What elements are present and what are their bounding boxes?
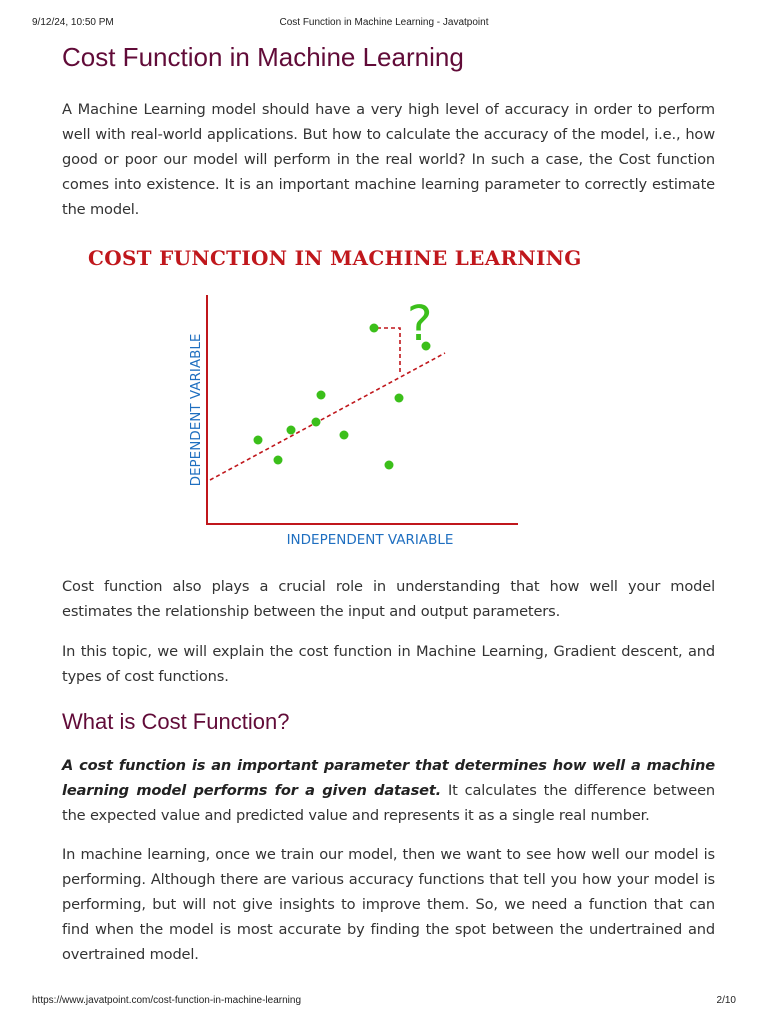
article (62, 36, 715, 967)
print-datetime: 9/12/24, 10:50 PM (32, 17, 114, 28)
question-mark: ? (407, 296, 433, 352)
cost-function-figure (62, 240, 715, 560)
y-axis-label: DEPENDENT VARIABLE (188, 333, 204, 487)
data-point (370, 324, 379, 333)
data-point (340, 431, 349, 440)
data-point (312, 418, 321, 427)
intro-paragraph: A Machine Learning model should have a very high level of accuracy in order to perform well with real-world applications. But how to calculate the accuracy of the model, i.e., how good or poor our model will perform in the real world? In such a case, the Cost function comes into existence. It is an important machine learning parameter to correctly estimate the model. (62, 101, 715, 218)
paragraph-topic: In this topic, we will explain the cost function in Machine Learning, Gradient descent, and types of cost functions. (62, 643, 715, 685)
page-number: 2/10 (716, 995, 736, 1006)
section-heading: What is Cost Function? (62, 709, 290, 734)
regression-line (210, 353, 445, 480)
data-point (395, 394, 404, 403)
data-point (254, 436, 263, 445)
figure-title: COST FUNCTION IN MACHINE LEARNING (88, 246, 582, 270)
x-axis-label: INDEPENDENT VARIABLE (286, 532, 454, 548)
article-title: Cost Function in Machine Learning (62, 42, 464, 72)
data-point (287, 426, 296, 435)
print-page-title: Cost Function in Machine Learning - Javatpoint (279, 17, 489, 28)
print-footer (0, 995, 768, 1009)
figure-illustration (62, 240, 715, 560)
paragraph-role: Cost function also plays a crucial role in understanding that how well your model estimates the relationship between the input and output parameters. (62, 578, 715, 620)
data-point (317, 391, 326, 400)
print-header (0, 17, 768, 31)
definition-paragraph (62, 753, 715, 828)
definition-bold: A cost function is an important parameter that determines how well a machine learning model performs for a given dataset. (62, 757, 715, 799)
error-bracket (377, 328, 400, 372)
data-point (385, 461, 394, 470)
data-points (254, 324, 431, 470)
data-point (274, 456, 283, 465)
definition-rest: It calculates the difference between the expected value and predicted value and represents it as a single real number. (62, 782, 715, 824)
print-url: https://www.javatpoint.com/cost-function-in-machine-learning (32, 995, 302, 1006)
paragraph-training: In machine learning, once we train our model, then we want to see how well our model is performing. Although there are various accuracy functions that tell you how your model is performing, but will not give insights to improve them. So, we need a function that can find when the model is most accurate by finding the spot between the undertrained and overtrained model. (62, 846, 715, 963)
